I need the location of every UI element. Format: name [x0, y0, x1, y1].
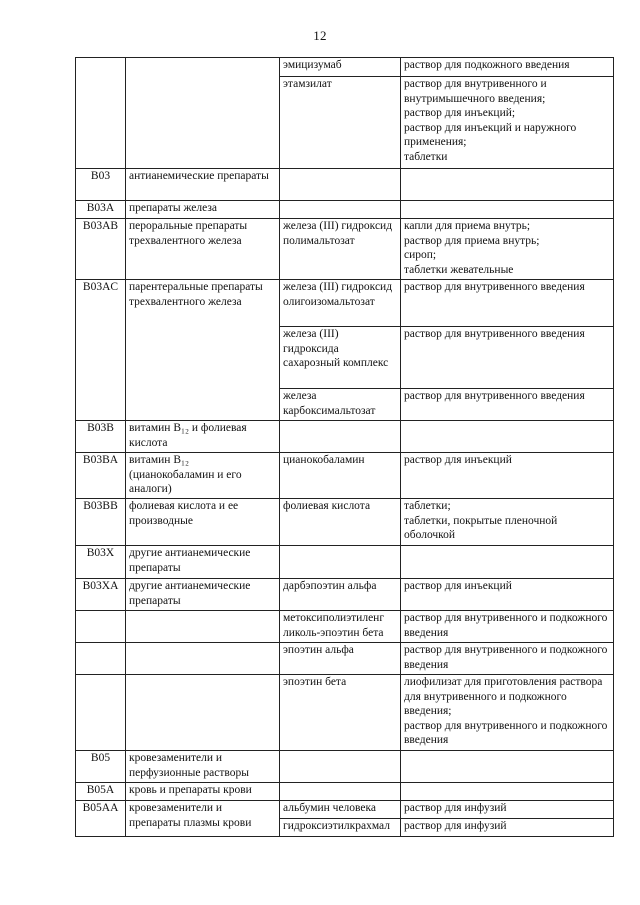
table-row [76, 453, 614, 499]
group-cell: другие антианемические препараты [126, 546, 280, 579]
group-cell: витамин B₁₂ и фолиевая кислота [126, 421, 280, 453]
group-cell [126, 58, 280, 169]
drug-cell: этамзилат [280, 77, 401, 169]
drug-table [75, 57, 614, 837]
form-cell: таблетки; таблетки, покрытые пленочной оболочкой [401, 499, 614, 546]
drug-cell: железа карбоксимальтозат [280, 389, 401, 421]
group-cell: кровезаменители и перфузионные растворы [126, 751, 280, 783]
group-cell: кровезаменители и препараты плазмы крови [126, 801, 280, 837]
form-cell: раствор для внутривенного и внутримышечного введения; раствор для инъекций; раствор для инъекций и наружного применения; таблетки [401, 77, 614, 169]
group-cell: пероральные препараты трехвалентного железа [126, 219, 280, 280]
group-cell: фолиевая кислота и ее производные [126, 499, 280, 546]
atc-code-cell [76, 58, 126, 169]
page-number: 12 [313, 28, 327, 43]
atc-code-cell [76, 611, 126, 643]
drug-cell: дарбэпоэтин альфа [280, 579, 401, 611]
form-cell: раствор для внутривенного введения [401, 389, 614, 421]
drug-cell: железа (III) гидроксид олигоизомальтозат [280, 280, 401, 327]
atc-code-cell [76, 675, 126, 751]
table-row [76, 280, 614, 327]
atc-code-cell: B05 [76, 751, 126, 783]
group-cell: другие антианемические препараты [126, 579, 280, 611]
drug-cell: гидроксиэтилкрахмал [280, 819, 401, 837]
form-cell: раствор для внутривенного и подкожного введения [401, 611, 614, 643]
atc-code-cell [76, 643, 126, 675]
drug-cell: эпоэтин бета [280, 675, 401, 751]
drug-cell [280, 169, 401, 201]
group-cell [126, 611, 280, 643]
form-cell: раствор для внутривенного введения [401, 327, 614, 389]
table-row [76, 499, 614, 546]
table-row [76, 675, 614, 751]
table-row [76, 58, 614, 77]
drug-cell: метоксиполиэтиленг ликоль-эпоэтин бета [280, 611, 401, 643]
form-cell [401, 169, 614, 201]
form-cell [401, 421, 614, 453]
drug-cell: альбумин человека [280, 801, 401, 819]
atc-code-cell: B03BA [76, 453, 126, 499]
table-row [76, 421, 614, 453]
form-cell [401, 751, 614, 783]
form-cell [401, 546, 614, 579]
table-row [76, 219, 614, 280]
group-cell [126, 643, 280, 675]
drug-cell [280, 783, 401, 801]
atc-code-cell: B05A [76, 783, 126, 801]
group-cell: витамин B₁₂ (цианокобаламин и его аналоги) [126, 453, 280, 499]
atc-code-cell: B03 [76, 169, 126, 201]
form-cell: раствор для внутривенного и подкожного введения [401, 643, 614, 675]
table-row [76, 783, 614, 801]
group-cell: парентеральные препараты трехвалентного железа [126, 280, 280, 421]
form-cell: раствор для инъекций [401, 579, 614, 611]
form-cell: лиофилизат для приготовления раствора для внутривенного и подкожного введения; раствор для внутривенного и подкожного введения [401, 675, 614, 751]
group-cell [126, 675, 280, 751]
group-cell: антианемические препараты [126, 169, 280, 201]
group-cell: препараты железа [126, 201, 280, 219]
drug-cell: эпоэтин альфа [280, 643, 401, 675]
form-cell: раствор для инфузий [401, 801, 614, 819]
table-row [76, 801, 614, 819]
atc-code-cell: B05AA [76, 801, 126, 837]
atc-code-cell: B03AB [76, 219, 126, 280]
drug-cell [280, 201, 401, 219]
table-row [76, 643, 614, 675]
form-cell: раствор для инъекций [401, 453, 614, 499]
form-cell: раствор для инфузий [401, 819, 614, 837]
drug-cell: эмицизумаб [280, 58, 401, 77]
drug-cell [280, 421, 401, 453]
group-cell: кровь и препараты крови [126, 783, 280, 801]
drug-cell: железа (III) гидроксида сахарозный комплекс [280, 327, 401, 389]
form-cell: раствор для подкожного введения [401, 58, 614, 77]
atc-code-cell: B03AC [76, 280, 126, 421]
atc-code-cell: B03A [76, 201, 126, 219]
drug-cell [280, 546, 401, 579]
form-cell: раствор для внутривенного введения [401, 280, 614, 327]
table-row [76, 751, 614, 783]
atc-code-cell: B03XA [76, 579, 126, 611]
atc-code-cell: B03X [76, 546, 126, 579]
form-cell [401, 201, 614, 219]
table-row [76, 201, 614, 219]
drug-cell [280, 751, 401, 783]
form-cell: капли для приема внутрь; раствор для приема внутрь; сироп; таблетки жевательные [401, 219, 614, 280]
table-row [76, 546, 614, 579]
drug-cell: железа (III) гидроксид полимальтозат [280, 219, 401, 280]
drug-cell: цианокобаламин [280, 453, 401, 499]
table-row [76, 579, 614, 611]
drug-cell: фолиевая кислота [280, 499, 401, 546]
atc-code-cell: B03BB [76, 499, 126, 546]
table-row [76, 611, 614, 643]
atc-code-cell: B03B [76, 421, 126, 453]
table-row [76, 169, 614, 201]
form-cell [401, 783, 614, 801]
